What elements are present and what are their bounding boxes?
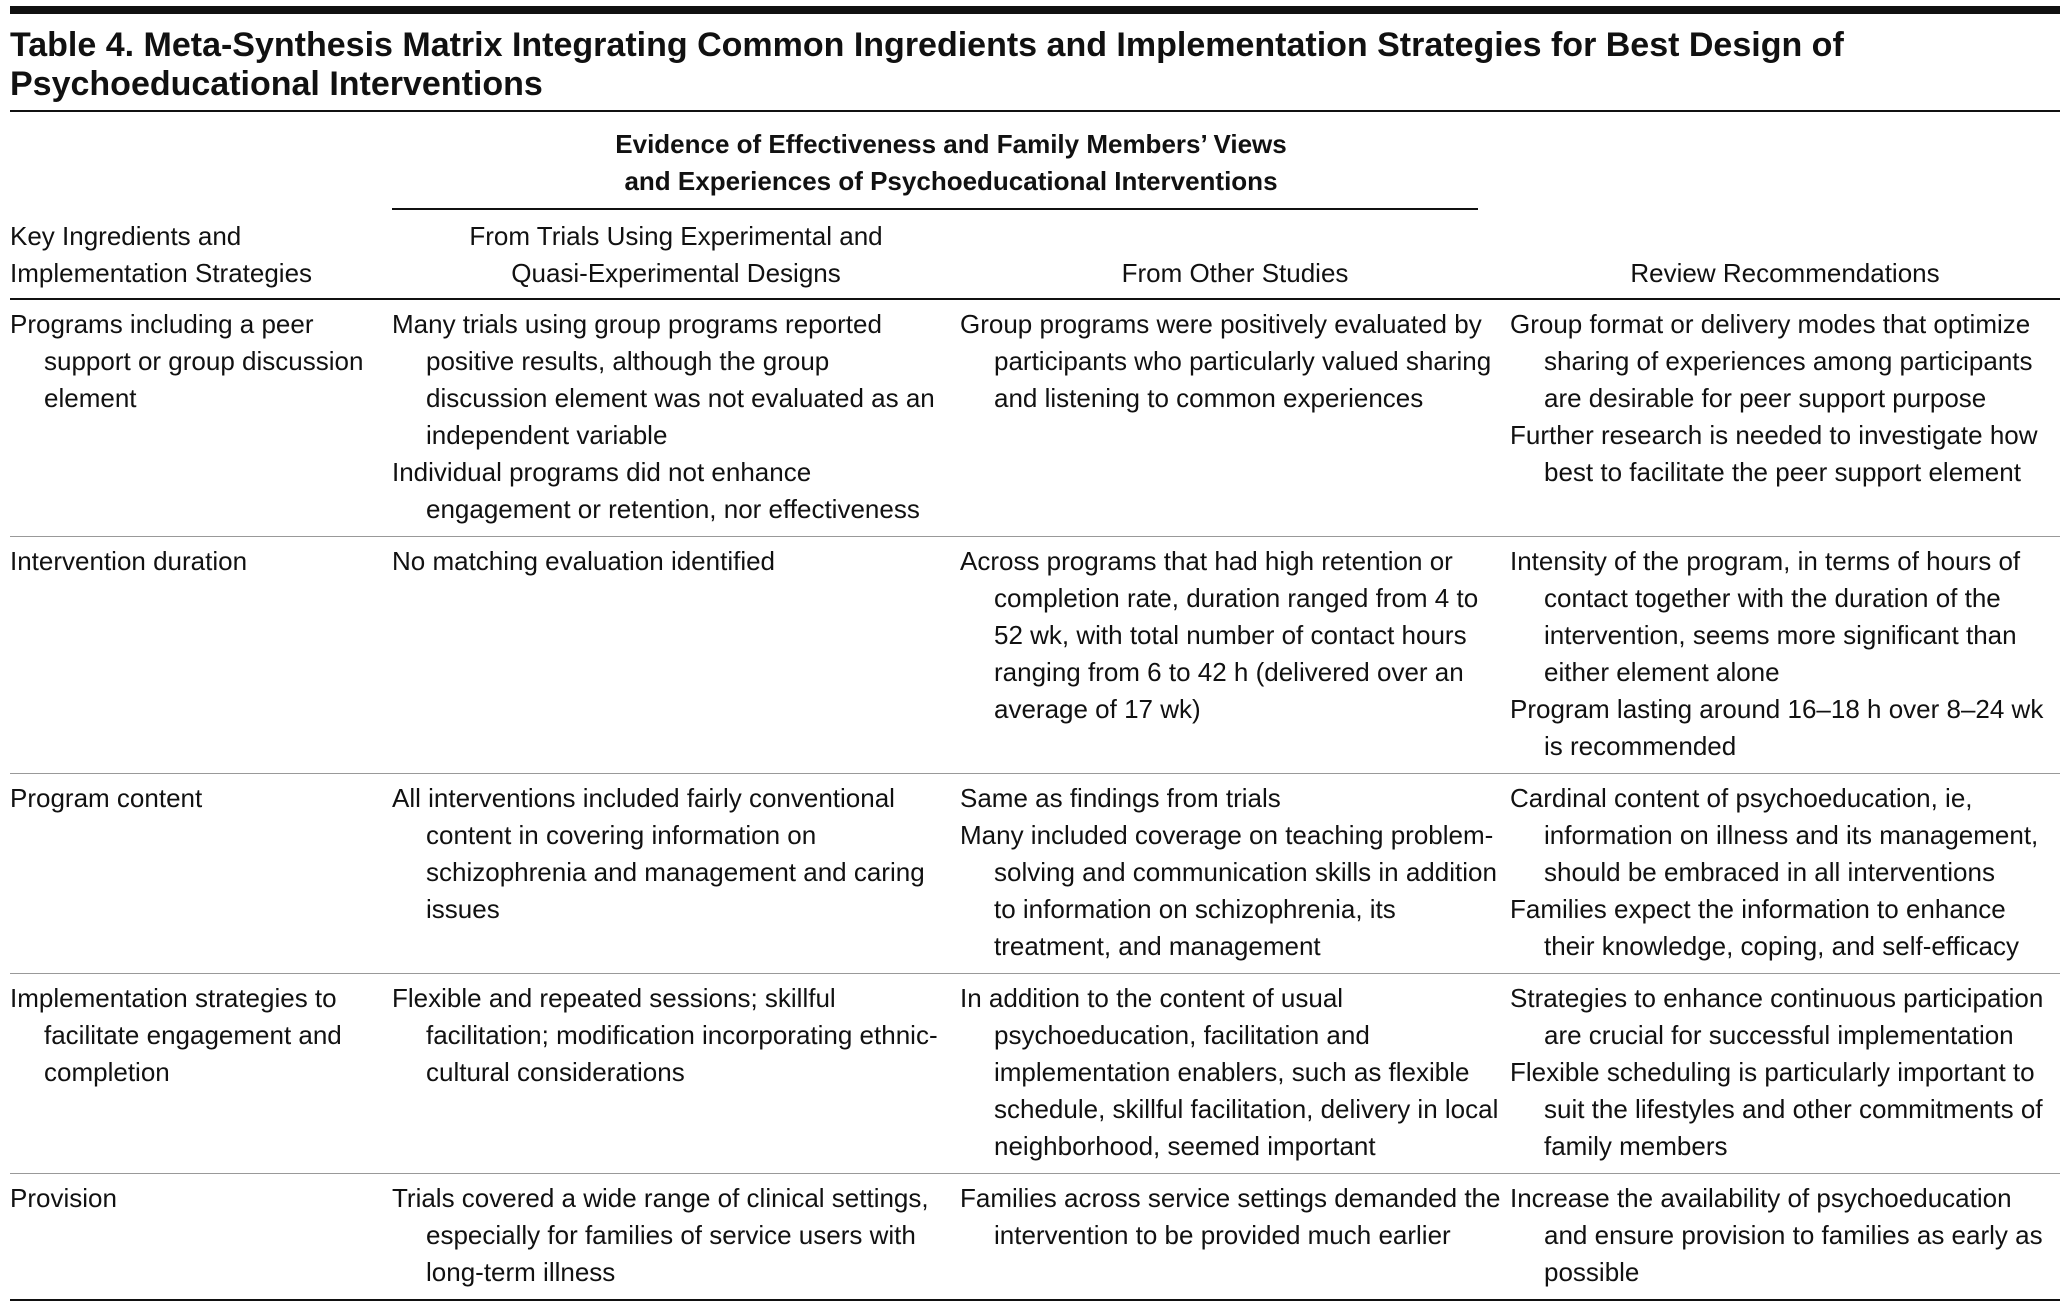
table-row <box>10 974 2060 1174</box>
ingredient-label: Provision <box>10 1183 117 1213</box>
recommendations-cell <box>1510 1174 2060 1301</box>
recommendation-entry: Program lasting around 16–18 h over 8–24 wk is recommended <box>1510 694 2044 761</box>
spanner-line-1: Evidence of Effectiveness and Family Members’ Views <box>615 129 1287 159</box>
recommendation-entry: Flexible scheduling is particularly important to suit the lifestyles and other commitments of family members <box>1510 1057 2043 1161</box>
trials-entry: Many trials using group programs reported positive results, although the group discussion element was not evaluated as an independent variable <box>392 309 935 450</box>
recommendations-cell <box>1510 974 2060 1174</box>
table-header <box>10 112 2060 299</box>
meta-synthesis-table <box>10 112 2060 1301</box>
other-studies-cell <box>960 299 1510 537</box>
other-studies-entry: Same as findings from trials <box>960 783 1281 813</box>
top-rule <box>10 6 2060 14</box>
table-row <box>10 774 2060 974</box>
table-page <box>10 6 2060 1301</box>
table-body <box>10 299 2060 1300</box>
spanner-row <box>10 112 2060 208</box>
ingredient-cell <box>10 774 392 974</box>
other-studies-cell <box>960 1174 1510 1301</box>
column-header-row <box>10 210 2060 299</box>
table-row <box>10 299 2060 537</box>
trials-entry: No matching evaluation identified <box>392 546 776 576</box>
trials-entry: Trials covered a wide range of clinical settings, especially for families of service users with long-term illness <box>392 1183 929 1287</box>
ingredient-cell <box>10 1174 392 1301</box>
ingredient-label: Programs including a peer support or group discussion element <box>10 309 364 413</box>
recommendations-cell <box>1510 774 2060 974</box>
ingredient-cell <box>10 537 392 774</box>
spanner-empty-right <box>1510 112 2060 208</box>
other-studies-entry: In addition to the content of usual psychoeducation, facilitation and implementation enablers, such as flexible schedule, skillful facilitation, delivery in local neighborhood, seemed important <box>960 983 1499 1161</box>
recommendation-entry: Strategies to enhance continuous participation are crucial for successful implementation <box>1510 983 2044 1050</box>
recommendation-entry: Group format or delivery modes that optimize sharing of experiences among participants are desirable for peer support purpose <box>1510 309 2033 413</box>
recommendation-entry: Cardinal content of psychoeducation, ie, information on illness and its management, should be embraced in all interventions <box>1510 783 2039 887</box>
trials-cell <box>392 299 960 537</box>
trials-entry: All interventions included fairly conventional content in covering information on schizophrenia and management and caring issues <box>392 783 925 924</box>
other-studies-entry: Group programs were positively evaluated by participants who particularly valued sharing and listening to common experiences <box>960 309 1492 413</box>
trials-cell <box>392 537 960 774</box>
ingredient-cell <box>10 299 392 537</box>
column-header-trials: From Trials Using Experimental and Quasi-Experimental Designs <box>392 210 960 299</box>
other-studies-entry: Families across service settings demanded the intervention to be provided much earlier <box>960 1183 1501 1250</box>
column-header-recommendations: Review Recommendations <box>1510 210 2060 299</box>
other-studies-entry: Many included coverage on teaching problem-solving and communication skills in addition to information on schizophrenia, its treatment, and management <box>960 820 1497 961</box>
recommendation-entry: Intensity of the program, in terms of hours of contact together with the duration of the intervention, seems more significant than either element alone <box>1510 546 2021 687</box>
column-header-ingredients: Key Ingredients and Implementation Strategies <box>10 210 392 299</box>
trials-cell <box>392 974 960 1174</box>
table-row <box>10 537 2060 774</box>
spanner-heading <box>392 112 1510 208</box>
trials-cell <box>392 1174 960 1301</box>
other-studies-entry: Across programs that had high retention or completion rate, duration ranged from 4 to 52 wk, with total number of contact hours ranging from 6 to 42 h (delivered over an average of 17 wk) <box>960 546 1479 724</box>
recommendation-entry: Further research is needed to investigate how best to facilitate the peer support element <box>1510 420 2038 487</box>
spanner-empty-left <box>10 112 392 208</box>
recommendation-entry: Families expect the information to enhance their knowledge, coping, and self-efficacy <box>1510 894 2020 961</box>
other-studies-cell <box>960 774 1510 974</box>
spanner-line-2: and Experiences of Psychoeducational Interventions <box>624 166 1278 196</box>
trials-entry: Individual programs did not enhance engagement or retention, nor effectiveness <box>392 457 920 524</box>
recommendations-cell <box>1510 299 2060 537</box>
ingredient-label: Intervention duration <box>10 546 248 576</box>
other-studies-cell <box>960 537 1510 774</box>
recommendations-cell <box>1510 537 2060 774</box>
trials-entry: Flexible and repeated sessions; skillful facilitation; modification incorporating ethnic-cultural considerations <box>392 983 938 1087</box>
table-row <box>10 1174 2060 1301</box>
ingredient-cell <box>10 974 392 1174</box>
ingredient-label: Program content <box>10 783 203 813</box>
other-studies-cell <box>960 974 1510 1174</box>
column-header-other-studies: From Other Studies <box>960 210 1510 299</box>
trials-cell <box>392 774 960 974</box>
recommendation-entry: Increase the availability of psychoeducation and ensure provision to families as early as possible <box>1510 1183 2043 1287</box>
ingredient-label: Implementation strategies to facilitate engagement and completion <box>10 983 342 1087</box>
table-title: Table 4. Meta-Synthesis Matrix Integrating Common Ingredients and Implementation Strategies for Best Design of Psychoeducational Interventions <box>10 26 1844 103</box>
